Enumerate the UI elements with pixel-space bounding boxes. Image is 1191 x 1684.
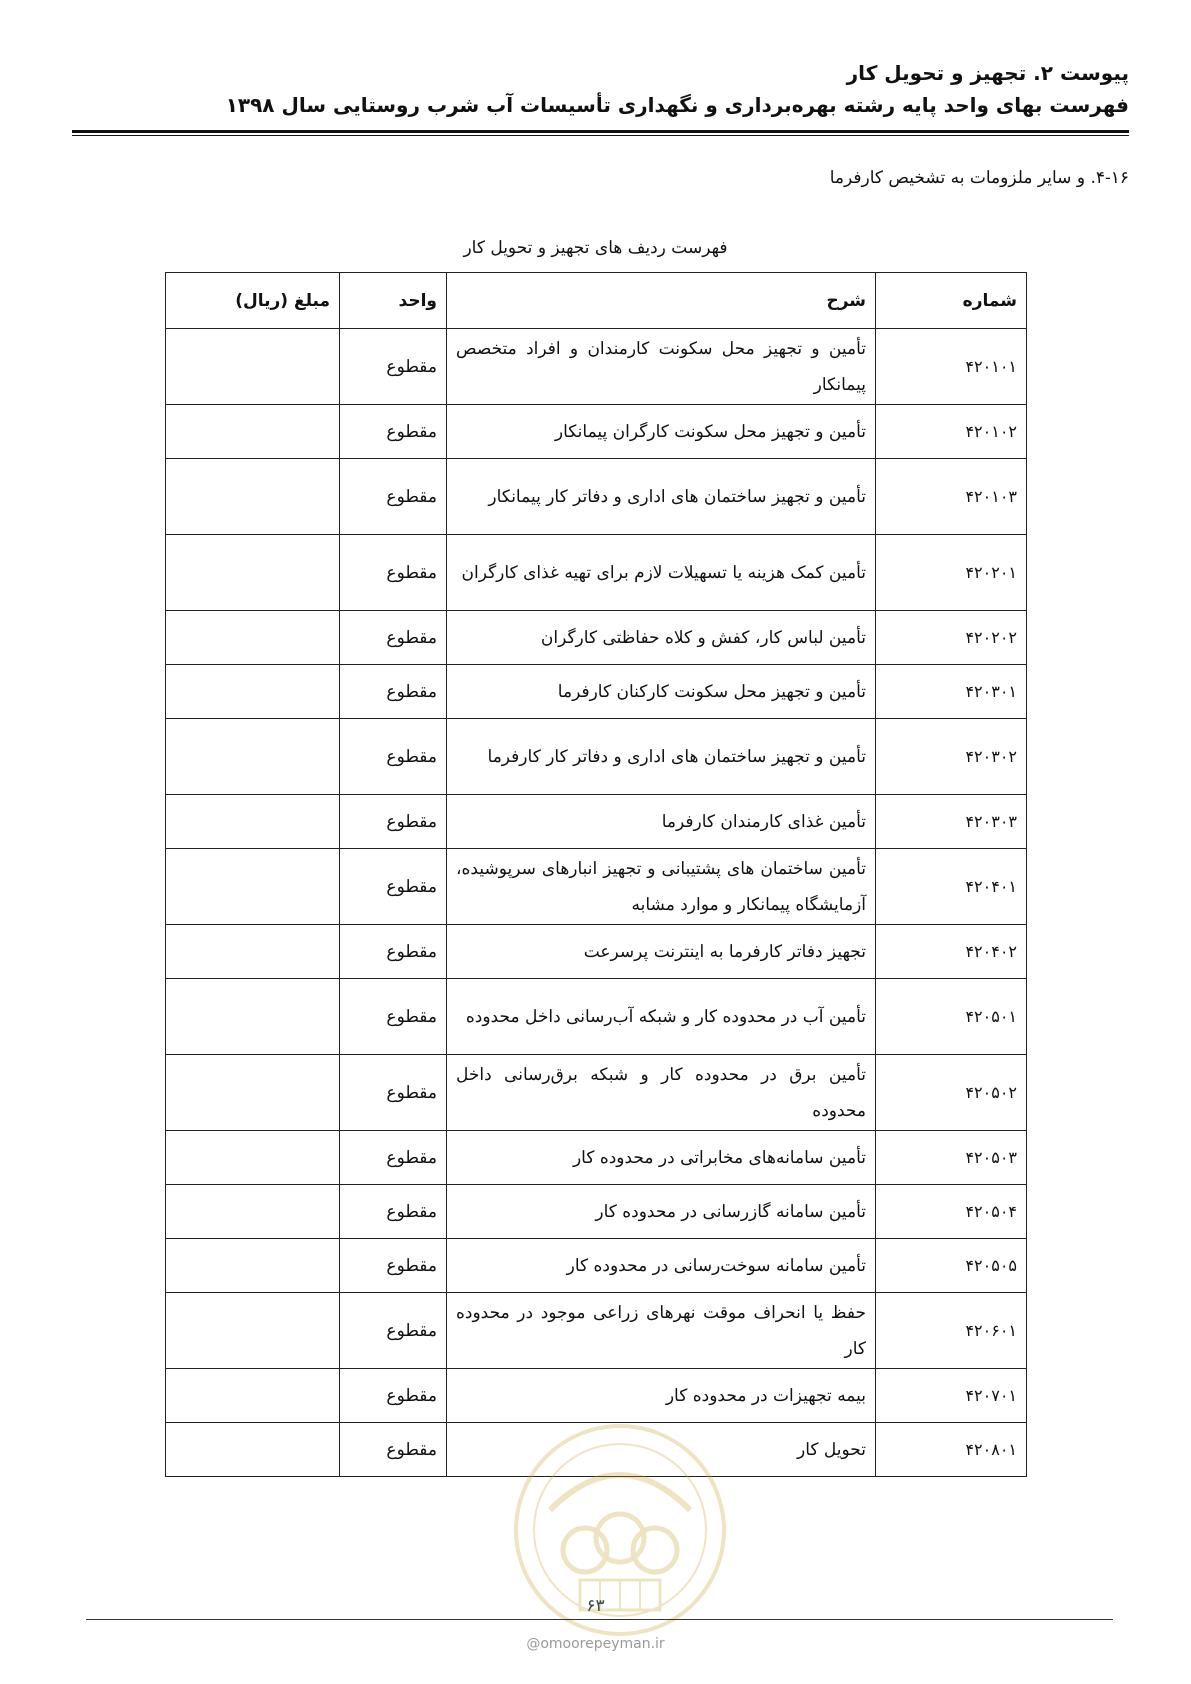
row-amount [166,795,340,849]
row-description: تأمین و تجهیز محل سکونت کارمندان و افراد متخصص پیمانکار [447,329,876,405]
row-description: تأمین آب در محدوده کار و شبکه آب‌رسانی داخل محدوده [447,979,876,1055]
row-unit: مقطوع [340,979,447,1055]
table-row [166,719,1027,795]
row-description: تأمین سامانه گازرسانی در محدوده کار [447,1185,876,1239]
row-unit: مقطوع [340,665,447,719]
row-number: ۴۲۰۴۰۲ [876,925,1027,979]
header-unit: واحد [340,273,447,329]
row-unit: مقطوع [340,1239,447,1293]
appendix-title: پیوست ۲. تجهیز و تحویل کار [846,61,1129,85]
row-description: تأمین ساختمان های پشتیبانی و تجهیز انبارهای سرپوشیده، آزمایشگاه پیمانکار و موارد مشابه [447,849,876,925]
row-description: تأمین غذای کارمندان کارفرما [447,795,876,849]
row-unit: مقطوع [340,849,447,925]
row-description: تجهیز دفاتر کارفرما به اینترنت پرسرعت [447,925,876,979]
table-row [166,329,1027,405]
header-description: شرح [447,273,876,329]
row-description: تأمین و تجهیز محل سکونت کارگران پیمانکار [447,405,876,459]
table-row [166,1423,1027,1477]
row-unit: مقطوع [340,795,447,849]
table-row [166,1185,1027,1239]
row-number: ۴۲۰۲۰۱ [876,535,1027,611]
row-description: تأمین و تجهیز ساختمان های اداری و دفاتر کار پیمانکار [447,459,876,535]
table-row [166,1293,1027,1369]
row-description: تأمین برق در محدوده کار و شبکه برق‌رسانی داخل محدوده [447,1055,876,1131]
row-amount [166,405,340,459]
page-header [72,60,1129,120]
table-row [166,1055,1027,1131]
document-title: فهرست بهای واحد پایه رشته بهره‌برداری و نگهداری تأسیسات آب شرب روستایی سال ۱۳۹۸ [225,93,1129,117]
row-unit: مقطوع [340,1369,447,1423]
row-unit: مقطوع [340,459,447,535]
row-unit: مقطوع [340,1131,447,1185]
row-amount [166,979,340,1055]
row-description: تحویل کار [447,1423,876,1477]
row-unit: مقطوع [340,1423,447,1477]
row-number: ۴۲۰۵۰۲ [876,1055,1027,1131]
table-row [166,1369,1027,1423]
row-unit: مقطوع [340,1055,447,1131]
row-amount [166,1185,340,1239]
row-description: تأمین و تجهیز محل سکونت کارکنان کارفرما [447,665,876,719]
row-amount [166,1131,340,1185]
row-description: بیمه تجهیزات در محدوده کار [447,1369,876,1423]
table-row [166,795,1027,849]
row-number: ۴۲۰۲۰۲ [876,611,1027,665]
row-description: تأمین کمک هزینه یا تسهیلات لازم برای تهیه غذای کارگران [447,535,876,611]
row-amount [166,1239,340,1293]
footer-divider [86,1619,1113,1620]
table-caption: فهرست ردیف های تجهیز و تحویل کار [463,238,728,258]
row-description: تأمین سامانه‌های مخابراتی در محدوده کار [447,1131,876,1185]
row-number: ۴۲۰۱۰۲ [876,405,1027,459]
row-number: ۴۲۰۵۰۴ [876,1185,1027,1239]
row-number: ۴۲۰۴۰۱ [876,849,1027,925]
row-unit: مقطوع [340,925,447,979]
row-amount [166,1293,340,1369]
row-number: ۴۲۰۵۰۱ [876,979,1027,1055]
table-row [166,1131,1027,1185]
row-amount [166,459,340,535]
row-amount [166,925,340,979]
row-unit: مقطوع [340,535,447,611]
row-number: ۴۲۰۱۰۳ [876,459,1027,535]
row-number: ۴۲۰۵۰۳ [876,1131,1027,1185]
row-number: ۴۲۰۳۰۱ [876,665,1027,719]
row-number: ۴۲۰۵۰۵ [876,1239,1027,1293]
table-row [166,405,1027,459]
row-unit: مقطوع [340,611,447,665]
table-row [166,1239,1027,1293]
row-unit: مقطوع [340,405,447,459]
row-amount [166,329,340,405]
row-unit: مقطوع [340,329,447,405]
table-row [166,459,1027,535]
row-unit: مقطوع [340,719,447,795]
table-row [166,925,1027,979]
page-number: ۶۳ [586,1596,605,1616]
row-amount [166,665,340,719]
row-amount [166,1055,340,1131]
row-number: ۴۲۰۳۰۲ [876,719,1027,795]
header-divider-thin [72,135,1129,136]
row-amount [166,611,340,665]
row-description: حفظ یا انحراف موقت نهرهای زراعی موجود در محدوده کار [447,1293,876,1369]
row-number: ۴۲۰۸۰۱ [876,1423,1027,1477]
table-row [166,665,1027,719]
table-header-row [166,273,1027,329]
row-number: ۴۲۰۶۰۱ [876,1293,1027,1369]
header-amount: مبلغ (ریال) [166,273,340,329]
row-description: تأمین سامانه سوخت‌رسانی در محدوده کار [447,1239,876,1293]
intro-paragraph: ۴-۱۶. و سایر ملزومات به تشخیص کارفرما [829,168,1129,188]
row-amount [166,1369,340,1423]
header-divider-thick [72,130,1129,133]
row-amount [166,719,340,795]
row-unit: مقطوع [340,1185,447,1239]
table-row [166,849,1027,925]
row-amount [166,849,340,925]
row-number: ۴۲۰۱۰۱ [876,329,1027,405]
site-watermark-text: @omoorepeyman.ir [526,1636,665,1652]
items-table [165,272,1027,1477]
row-number: ۴۲۰۷۰۱ [876,1369,1027,1423]
row-description: تأمین و تجهیز ساختمان های اداری و دفاتر کار کارفرما [447,719,876,795]
header-number: شماره [876,273,1027,329]
table-row [166,611,1027,665]
row-amount [166,1423,340,1477]
row-description: تأمین لباس کار، کفش و کلاه حفاظتی کارگران [447,611,876,665]
row-unit: مقطوع [340,1293,447,1369]
table-row [166,979,1027,1055]
table-body [166,329,1027,1477]
row-number: ۴۲۰۳۰۳ [876,795,1027,849]
table-row [166,535,1027,611]
row-amount [166,535,340,611]
